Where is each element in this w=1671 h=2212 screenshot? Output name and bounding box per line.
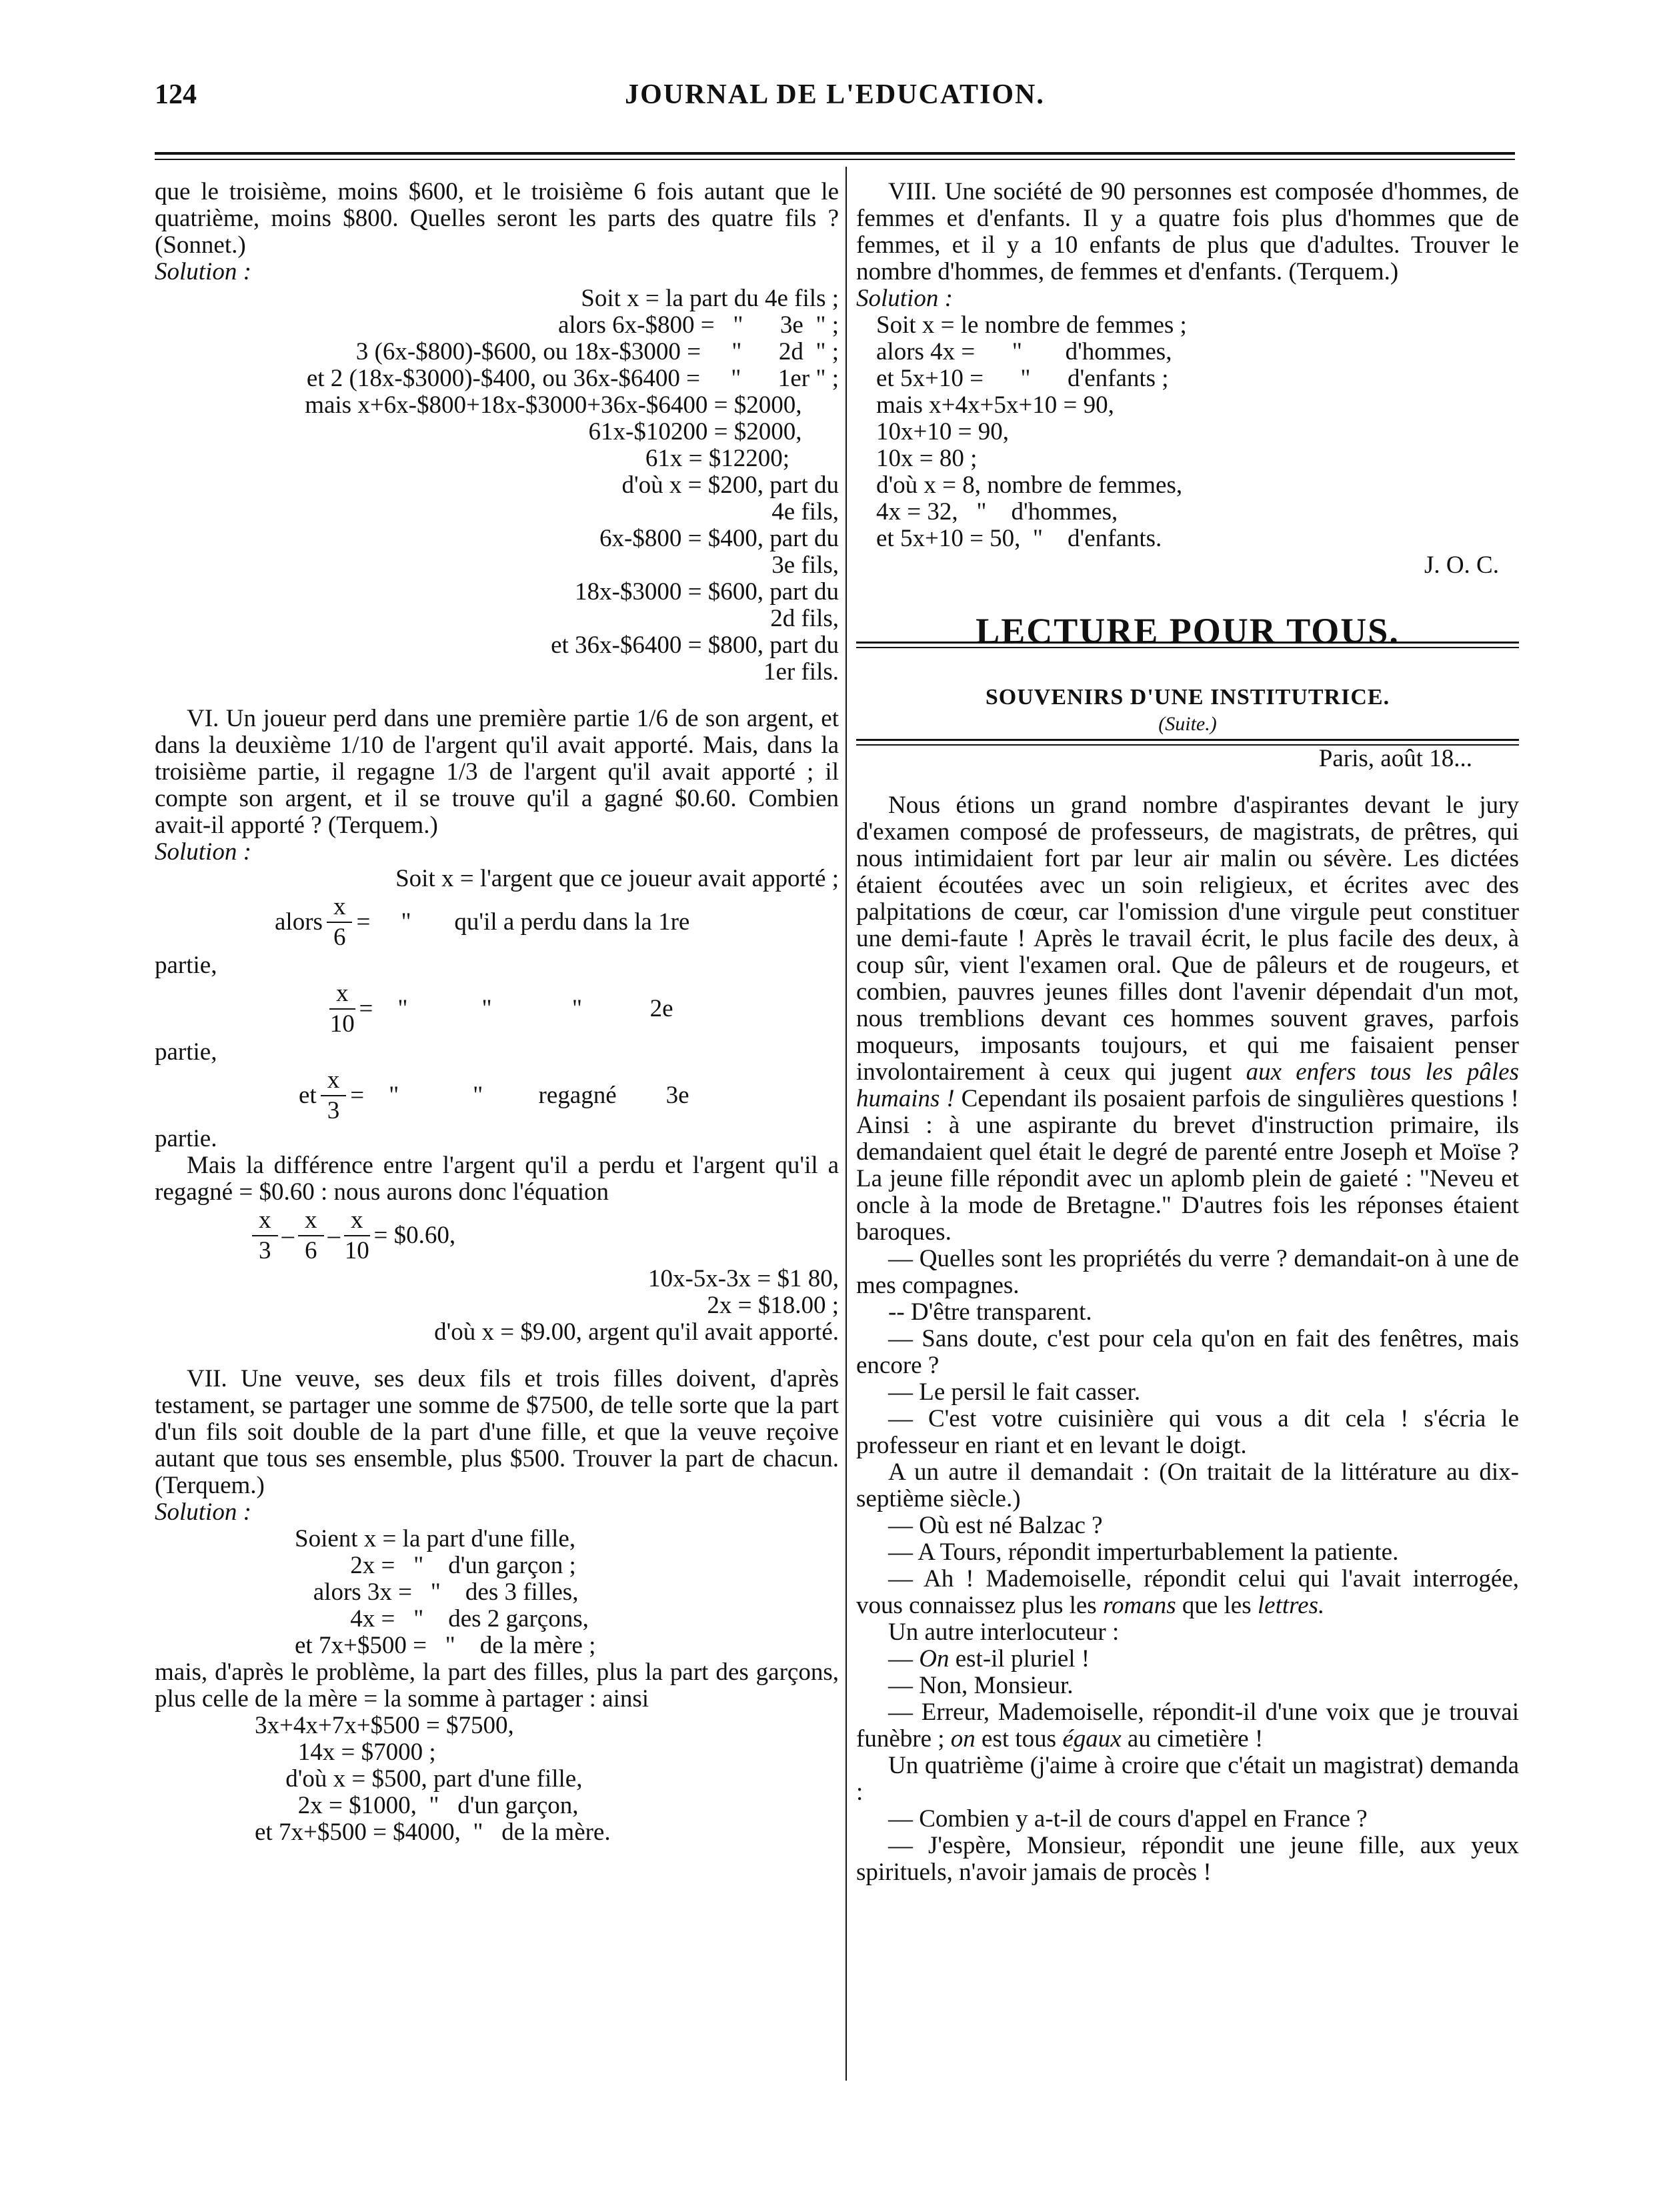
- header-rule-thin: [155, 159, 1515, 160]
- equation-line: alors 6x-$800 = " 3e " ;: [557, 311, 839, 339]
- solution-label: Solution :: [155, 838, 251, 866]
- equation-line: 61x-$10200 = $2000,: [588, 418, 839, 445]
- article-continuation: (Suite.): [1158, 713, 1217, 735]
- dialogue-line: — Combien y a-t-il de cours d'appel en France ?: [888, 1805, 1368, 1833]
- column-divider: [846, 167, 847, 2081]
- dialogue-line: — Erreur, Mademoiselle, répondit-il d'une voix que je trouvai funèbre ; on est tous égaux au cimetière !: [856, 1699, 1519, 1753]
- section-title: LECTURE POUR TOUS.: [976, 611, 1400, 651]
- left-column: que le troisième, moins $600, et le troisième 6 fois autant que le quatrième, moins $800. Quelles seront les parts des quatre fils ? (Sonnet.) Solution : Soit x = la part du 4e fils ; alors 6x-$800 = " 3e " ; 3 (6x-$800)-$600, ou 18x-$3000 = " 2d " ; et 2 (18x-$3000)-$400, ou 36x-$6400 = " 1er " ; mais x+6x-$800+18x-$3000+36x-$6400 = $2000, 61x-$10200 = $2000, 61x = $12200; d'où x = $200, part du 4e fils, 6x-$800 = $400, part du 3e fils, 18x-$3000 = $600, part du 2d fils, et 36x-$6400 = $800, part du 1er fils. VI. Un joueur perd dans une première partie 1/6 de son argent, et dans la deuxième 1/10 de l'argent qu'il avait apporté. Mais, dans la troisième partie, il regagne 1/3 de l'argent qu'il avait apporté ; il compte son argent, et il se trouve qu'il a gagné $0.60. Combien avait-il apporté ? (Terquem.) Solution : Soit x = l'argent que ce joueur avait apporté ; alors $\frac{x}{6}$ = " qu'il a perdu dans la 1re partie, $\frac{x}{10}$ = " " " 2e partie, et $\frac{x}{3}$ = " " regagné 3e partie. Mais la différence entre l'argent qu'il a perdu et l'argent qu'il a regagné = $0.60 : nous aurons donc l'équation $\frac{x}{3}$ – $\frac{x}{6}$ – $\frac{x}{10}$ = $0.60, 10x-5x-3x = $1 80, 2x = $18.00 ; d'où x = $9.00, argent qu'il avait apporté. VII. Une veuve, ses deux fils et trois filles doivent, d'après testament, se partager une somme de $7500, de telle sorte que la part d'un fils soit double de la part d'une fille, et que la veuve reçoive autant que tous ses ensemble, plus $500. Trouver la part de chacun. (Terquem.) Solution : Soient x = la part d'une fille, 2x = " d'un garçon ; alors 3x = " des 3 filles, 4x = " des 2 garçons, et 7x+$500 = " de la mère ; mais, d'après le problème, la part des filles, plus la part des garçons, plus celle de la mère = la somme à partager : ainsi 3x+4x+7x+$500 = $7500, 14x = $7000 ; d'où x = $500, part d'une fille, 2x = $1000, " d'un garçon, et 7x+$500 = $4000, " de la mère.: [155, 178, 839, 1846]
- fraction-line: alors $\frac{x}{6}$ = " qu'il a perdu dans la 1re: [275, 893, 690, 951]
- fraction: $\frac{x}{6}$: [327, 892, 353, 952]
- dialogue-line: — On est-il pluriel !: [888, 1645, 1090, 1673]
- problem-vi-equations: [155, 1266, 839, 1346]
- dialogue-line: -- D'être transparent.: [888, 1298, 1092, 1326]
- problem-vii-text: VII. Une veuve, ses deux fils et trois filles doivent, d'après testament, se partager une somme de $7500, de telle sorte que la part d'un fils soit double de la part d'une fille, et que la veuve reçoive autant que tous ses ensemble, plus $500. Trouver la part de chacun. (Terquem.): [155, 1365, 839, 1499]
- article-paragraph: Un quatrième (j'aime à croire que c'était un magistrat) demanda :: [856, 1752, 1519, 1806]
- solution-label: Solution :: [155, 258, 251, 285]
- equation-line: 3e fils,: [771, 551, 839, 579]
- dialogue-line: — Sans doute, c'est pour cela qu'on en fait des fenêtres, mais encore ?: [856, 1325, 1519, 1379]
- header-rule: [155, 152, 1515, 155]
- article-paragraph: Nous étions un grand nombre d'aspirantes devant le jury d'examen composé de professeurs, de magistrats, de prêtres, qui nous intimidaient fort par leur air malin ou sévère. Les dictées étaient écoutées avec un soin religieux, et écrites avec des palpitations de cœur, car l'omission d'une virgule peut constituer une demi-faute ! Après le travail écrit, le plus facile des deux, à coup sûr, vient l'examen oral. Que de pâleurs et de rougeurs, et combien, pauvres jeunes filles dont l'avenir dépendait d'un mot, nous tremblions devant ces hommes souvent graves, parfois moqueurs, imposants toujours, et qui me faisaient penser involontairement à ceux qui jugent aux enfers tous les pâles humains ! Cependant ils posaient parfois de singulières questions ! Ainsi : à une aspirante du brevet d'instruction primaire, ils demandaient quel était le degré de parenté entre Joseph et Moïse ? La jeune fille répondit avec un aplomb plein de gaieté : "Neveu et oncle à la mode de Bretagne." D'autres fois les réponses étaient baroques.: [856, 792, 1520, 1246]
- problem-vii-reasoning: mais, d'après le problème, la part des filles, plus la part des garçons, plus celle de la mère = la somme à partager : ainsi: [155, 1658, 839, 1713]
- article-paragraph: A un autre il demandait : (On traitait de la littérature au dix-septième siècle.): [856, 1458, 1519, 1512]
- dialogue-line: — Le persil le fait casser.: [888, 1378, 1141, 1406]
- equation-line: d'où x = $500, part d'une fille,: [255, 1765, 583, 1793]
- signature: J. O. C.: [1424, 551, 1499, 579]
- equation-line: 3 (6x-$800)-$600, ou 18x-$3000 = " 2d " ;: [355, 338, 839, 365]
- fraction: $\frac{x}{3}$: [321, 1066, 347, 1126]
- fraction: $\frac{x}{3}$: [252, 1206, 278, 1266]
- problem-vi-equation-intro: Mais la différence entre l'argent qu'il a perdu et l'argent qu'il a regagné = $0.60 : nous aurons donc l'équation: [155, 1152, 839, 1206]
- equation-line: 2x = $18.00 ;: [707, 1292, 839, 1319]
- equation-line: et 2 (18x-$3000)-$400, ou 36x-$6400 = " 1er " ;: [306, 365, 839, 392]
- dialogue-line: — Quelles sont les propriétés du verre ? demandait-on à une de mes compagnes.: [856, 1245, 1519, 1299]
- equation-line: Soit x = l'argent que ce joueur avait apporté ;: [395, 865, 839, 892]
- problem-viii-text: VIII. Une société de 90 personnes est composée d'hommes, de femmes et d'enfants. Il y a quatre fois plus d'hommes que de femmes, et il y a 10 enfants de plus que d'adultes. Trouver le nombre d'hommes, de femmes et d'enfants. (Terquem.): [856, 178, 1519, 285]
- problem-vii-equations-2: [255, 1713, 839, 1846]
- dialogue-line: — Non, Monsieur.: [888, 1672, 1074, 1699]
- dialogue-line: — C'est votre cuisinière qui vous a dit cela ! s'écria le professeur en riant et en levant le doigt.: [856, 1405, 1519, 1459]
- problem-v-equations: [155, 285, 839, 686]
- problem-vi-text: VI. Un joueur perd dans une première partie 1/6 de son argent, et dans la deuxième 1/10 de l'argent qu'il avait apporté. Mais, dans la troisième partie, il regagne 1/3 de l'argent qu'il avait apporté ; il compte son argent, et il se trouve qu'il a gagné $0.60. Combien avait-il apporté ? (Terquem.): [155, 705, 839, 839]
- problem-vii-equations: [295, 1526, 839, 1659]
- equation-line: et 5x+10 = " d'enfants ;: [876, 365, 1169, 392]
- journal-title: JOURNAL DE L'EDUCATION.: [625, 79, 1045, 110]
- equation-line: 1er fils.: [763, 658, 839, 686]
- equation-line: 2x = " d'un garçon ;: [295, 1552, 576, 1579]
- equation-line: 61x = $12200;: [645, 445, 839, 472]
- fraction: $\frac{x}{10}$: [344, 1206, 369, 1264]
- equation-line: Soit x = la part du 4e fils ;: [581, 285, 839, 312]
- fraction-line: $\frac{x}{10}$ = " " " 2e: [329, 980, 673, 1038]
- article-subtitle: SOUVENIRS D'UNE INSTITUTRICE.: [985, 685, 1390, 710]
- equation-line: d'où x = $200, part du: [621, 471, 839, 499]
- equation-line: 2d fils,: [770, 605, 839, 632]
- equation-line: 14x = $7000 ;: [255, 1739, 436, 1766]
- right-column: [856, 179, 1519, 1886]
- equation-line: mais x+6x-$800+18x-$3000+36x-$6400 = $2000,: [305, 391, 839, 419]
- problem-v-text: que le troisième, moins $600, et le troisième 6 fois autant que le quatrième, moins $800. Quelles seront les parts des quatre fils ? (Sonnet.): [155, 178, 839, 259]
- problem-viii-equations: [876, 312, 1519, 552]
- equation-line: d'où x = $9.00, argent qu'il avait apporté.: [434, 1318, 839, 1346]
- equation-line: d'où x = 8, nombre de femmes,: [876, 471, 1183, 499]
- solution-label: Solution :: [155, 1498, 251, 1526]
- fraction-equation: $\frac{x}{3}$ – $\frac{x}{6}$ – $\frac{x}{10}$ = $0.60,: [248, 1206, 839, 1266]
- article-paragraph: Un autre interlocuteur :: [888, 1618, 1120, 1646]
- equation-line: 4x = 32, " d'hommes,: [876, 498, 1118, 525]
- equation-line: 10x+10 = 90,: [876, 418, 1009, 445]
- equation-line: 4x = " des 2 garçons,: [295, 1605, 589, 1632]
- page-number: 124: [155, 79, 197, 110]
- equation-line: 2x = $1000, " d'un garçon,: [255, 1792, 579, 1819]
- page-header: [155, 79, 1515, 132]
- fraction: $\frac{x}{10}$: [329, 980, 355, 1038]
- equation-line: et 36x-$6400 = $800, part du: [551, 632, 839, 659]
- equation-line: 3x+4x+7x+$500 = $7500,: [255, 1712, 514, 1739]
- equation-line: Soit x = le nombre de femmes ;: [876, 311, 1187, 339]
- fraction-line: et $\frac{x}{3}$ = " " regagné 3e: [299, 1066, 689, 1124]
- dialogue-line: — Où est né Balzac ?: [888, 1512, 1103, 1539]
- dialogue-line: — Ah ! Mademoiselle, répondit celui qui l'avait interrogée, vous connaissez plus les romans que les lettres.: [856, 1565, 1519, 1619]
- equation-line: 6x-$800 = $400, part du: [599, 525, 839, 552]
- dateline: Paris, août 18...: [1318, 745, 1472, 772]
- equation-line: 18x-$3000 = $600, part du: [575, 578, 839, 606]
- equation-line: Soient x = la part d'une fille,: [295, 1525, 576, 1552]
- equation-line: alors 4x = " d'hommes,: [876, 338, 1172, 365]
- equation-line: alors 3x = " des 3 filles,: [295, 1578, 579, 1606]
- dialogue-line: — J'espère, Monsieur, répondit une jeune fille, aux yeux spirituels, n'avoir jamais de procès !: [856, 1832, 1519, 1886]
- equation-line: 10x-5x-3x = $1 80,: [647, 1265, 839, 1292]
- equation-line: et 7x+$500 = $4000, " de la mère.: [255, 1819, 611, 1846]
- solution-label: Solution :: [856, 285, 953, 312]
- equation-line: et 7x+$500 = " de la mère ;: [295, 1632, 596, 1659]
- dialogue-line: — A Tours, répondit imperturbablement la patiente.: [888, 1538, 1399, 1566]
- equation-line: 10x = 80 ;: [876, 445, 978, 472]
- equation-line: 4e fils,: [771, 498, 839, 525]
- equation-line: mais x+4x+5x+10 = 90,: [876, 391, 1114, 419]
- equation-line: et 5x+10 = 50, " d'enfants.: [876, 525, 1162, 552]
- fraction: $\frac{x}{6}$: [298, 1206, 324, 1266]
